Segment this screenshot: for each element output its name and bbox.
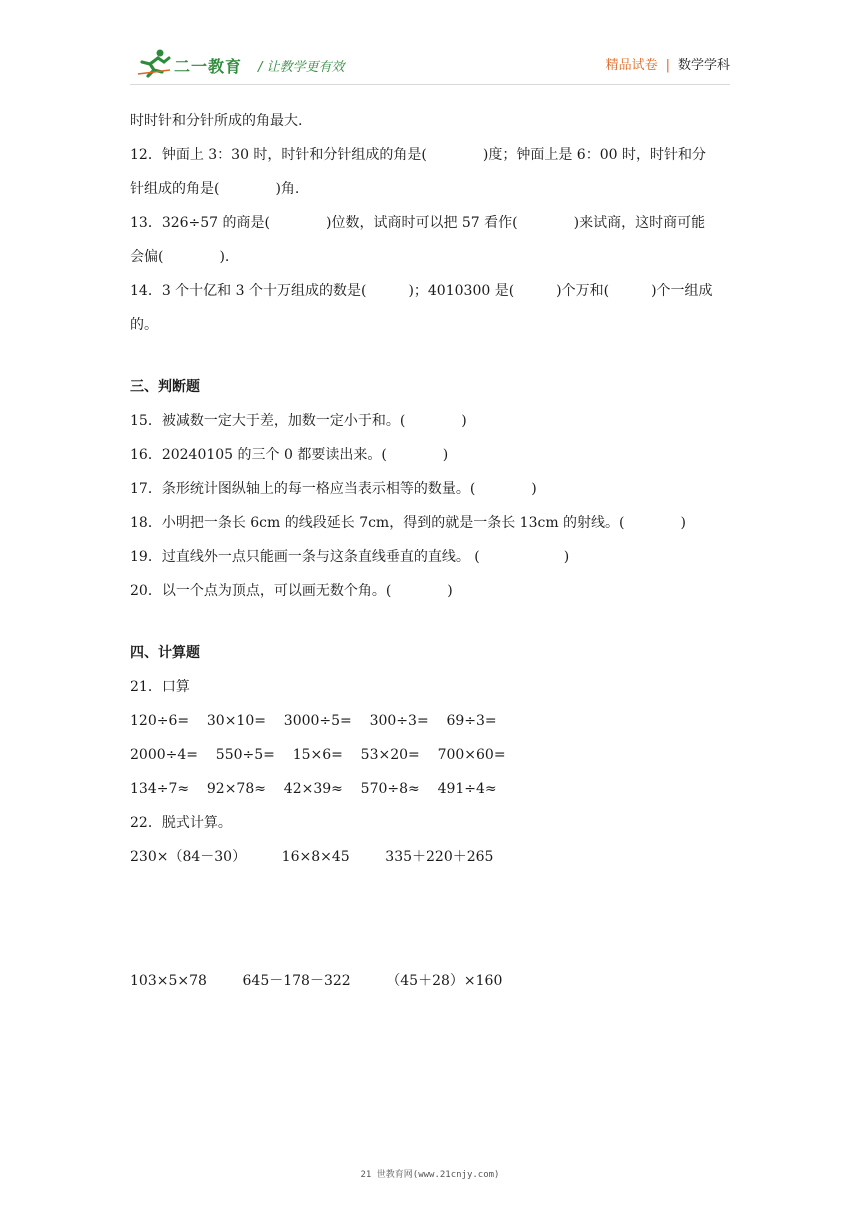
page-footer: 21 世教育网(www.21cnjy.com) xyxy=(360,1170,500,1180)
q21-label: 21．口算 xyxy=(130,679,190,695)
step-calc-row-2: 103×5×78 645－178－322 （45＋28）×160 xyxy=(130,973,503,989)
judgement-item: 17．条形统计图纵轴上的每一格应当表示相等的数量。( ) xyxy=(130,481,537,497)
judgement-item: 15．被减数一定大于差，加数一定小于和。( ) xyxy=(130,413,467,429)
runner-logo-icon xyxy=(136,48,172,78)
section-calculation-title: 四、计算题 xyxy=(130,645,200,661)
judgement-item: 18．小明把一条长 6cm 的线段延长 7cm，得到的就是一条长 13cm 的射线。( ) xyxy=(130,515,686,531)
q12-line1: 12．钟面上 3：30 时，时针和分针组成的角是( )度；钟面上是 6：00 时，时针和分 xyxy=(130,147,706,163)
header-tags xyxy=(606,54,730,73)
q12-line2: 针组成的角是( )角. xyxy=(130,181,300,197)
logo xyxy=(136,48,366,80)
header-divider: | xyxy=(665,58,670,73)
brand-name: 二一教育 xyxy=(174,57,243,76)
oral-calc-row: 120÷6= 30×10= 3000÷5= 300÷3= 69÷3= xyxy=(130,713,497,729)
judgement-item: 20．以一个点为顶点，可以画无数个角。( ) xyxy=(130,583,453,599)
q11-continuation: 时时针和分针所成的角最大. xyxy=(130,113,303,129)
q22-label: 22．脱式计算。 xyxy=(130,815,232,831)
quality-badge: 精品试卷 xyxy=(605,58,658,73)
section-judgement-title: 三、判断题 xyxy=(130,379,200,395)
brand-slogan: / 让教学更有效 xyxy=(258,60,345,75)
q13-line2: 会偏( ). xyxy=(130,249,230,265)
oral-calc-row: 134÷7≈ 92×78≈ 42×39≈ 570÷8≈ 491÷4≈ xyxy=(130,781,497,797)
judgement-item: 16．20240105 的三个 0 都要读出来。( ) xyxy=(130,447,449,463)
q13-line1: 13．326÷57 的商是( )位数，试商时可以把 57 看作( )来试商，这时商可能 xyxy=(130,215,706,231)
subject-label: 数学学科 xyxy=(677,58,730,73)
page-header xyxy=(130,40,730,85)
exam-content xyxy=(130,104,730,998)
oral-calc-row: 2000÷4= 550÷5= 15×6= 53×20= 700×60= xyxy=(130,747,506,763)
step-calc-row-1: 230×（84－30） 16×8×45 335＋220＋265 xyxy=(130,849,494,865)
judgement-item: 19．过直线外一点只能画一条与这条直线垂直的直线。 ( ) xyxy=(130,549,570,565)
q14-line2: 的。 xyxy=(130,317,158,333)
q14-line1: 14．3 个十亿和 3 个十万组成的数是( )；4010300 是( )个万和( )个一组成 xyxy=(130,283,713,299)
